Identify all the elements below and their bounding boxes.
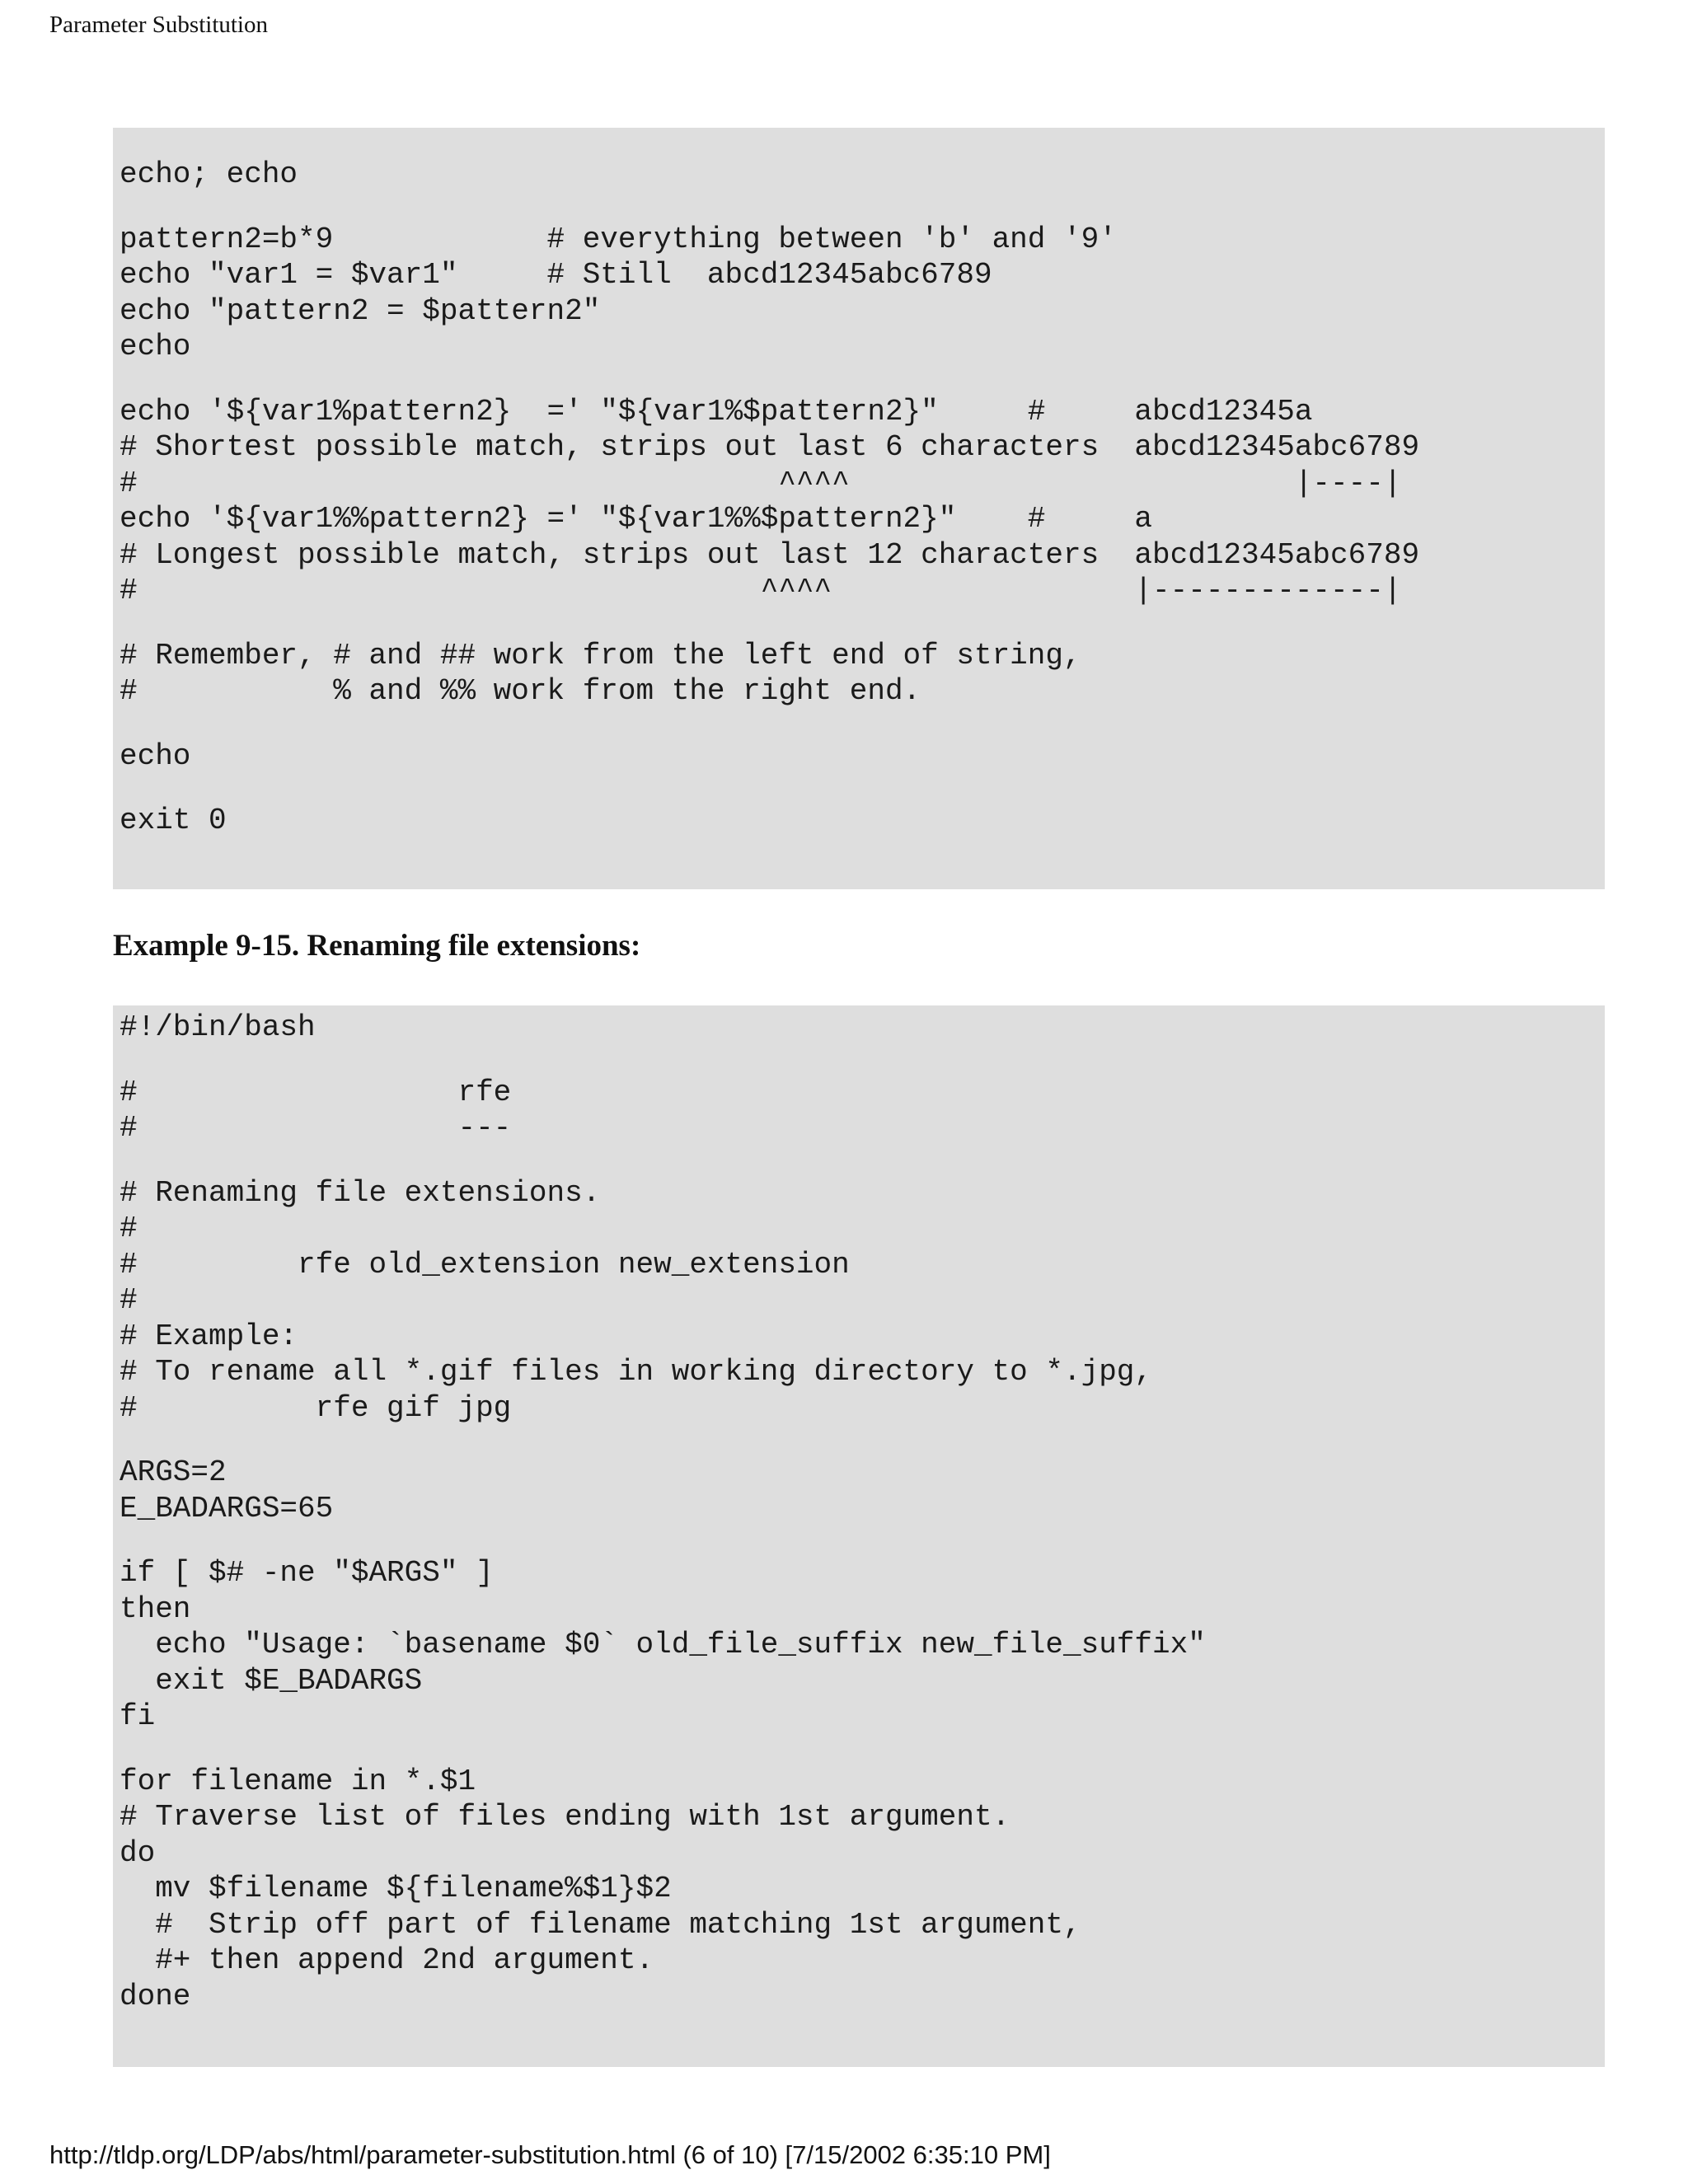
code-line: # To rename all *.gif files in working directory to *.jpg,	[120, 1355, 1153, 1389]
code-line: echo "pattern2 = $pattern2"	[120, 293, 601, 328]
code-line: do	[120, 1835, 156, 1870]
code-line: ARGS=2	[120, 1455, 227, 1489]
code-line: # ^^^^ |-------------|	[120, 574, 1402, 607]
running-footer-url: http://tldp.org/LDP/abs/html/parameter-substitution.html (6 of 10) [7/15/2002 6:35:10 PM]	[49, 2140, 1051, 2169]
code-line: echo	[120, 738, 191, 773]
code-listing-top	[113, 128, 1605, 889]
code-line: # Longest possible match, strips out last 12 characters abcd12345abc6789	[120, 537, 1420, 572]
code-line: if [ $# -ne "$ARGS" ]	[120, 1556, 494, 1590]
code-line: echo "Usage: `basename $0` old_file_suffix new_file_suffix"	[120, 1628, 1206, 1661]
code-line: # Example:	[120, 1319, 298, 1353]
code-line: echo "var1 = $var1" # Still abcd12345abc6789	[120, 258, 992, 292]
code-line: echo	[120, 330, 191, 363]
code-line: # rfe gif jpg	[120, 1390, 512, 1425]
example-title: Example 9-15. Renaming file extensions:	[113, 929, 641, 963]
running-header: Parameter Substitution	[49, 12, 268, 38]
code-line: fi	[120, 1699, 156, 1733]
code-line: exit 0	[120, 804, 227, 837]
code-listing-rfe	[113, 1005, 1605, 2067]
code-line: # rfe old_extension new_extension	[120, 1247, 850, 1282]
code-line: exit $E_BADARGS	[120, 1663, 423, 1698]
code-line: done	[120, 1979, 191, 2013]
code-line: echo; echo	[120, 157, 298, 191]
code-line: echo '${var1%pattern2} =' "${var1%$pattern2}" # abcd12345a	[120, 394, 1313, 429]
code-line: #	[120, 1283, 138, 1317]
code-line: mv $filename ${filename%$1}$2	[120, 1872, 672, 1905]
code-line: E_BADARGS=65	[120, 1491, 334, 1526]
code-line: #+ then append 2nd argument.	[120, 1943, 654, 1977]
code-line: echo '${var1%%pattern2} =' "${var1%%$pattern2}" # a	[120, 502, 1153, 536]
code-line: for filename in *.$1	[120, 1764, 476, 1798]
code-line: # rfe	[120, 1075, 512, 1109]
code-line: # Renaming file extensions.	[120, 1175, 601, 1210]
code-line: # % and %% work from the right end.	[120, 674, 921, 708]
code-line: #	[120, 1212, 138, 1245]
code-line: # Strip off part of filename matching 1st argument,	[120, 1907, 1081, 1942]
code-line: #!/bin/bash	[120, 1010, 316, 1044]
code-text	[120, 157, 1419, 839]
code-line: # Remember, # and ## work from the left end of string,	[120, 638, 1081, 673]
code-line: # ^^^^ |----|	[120, 466, 1402, 500]
code-text	[120, 1010, 1206, 2014]
code-line: pattern2=b*9 # everything between 'b' and '9'	[120, 222, 1117, 256]
code-line: # Traverse list of files ending with 1st argument.	[120, 1800, 1010, 1834]
code-line: # ---	[120, 1111, 512, 1145]
code-line: then	[120, 1591, 191, 1626]
code-line: # Shortest possible match, strips out last 6 characters abcd12345abc6789	[120, 430, 1420, 464]
